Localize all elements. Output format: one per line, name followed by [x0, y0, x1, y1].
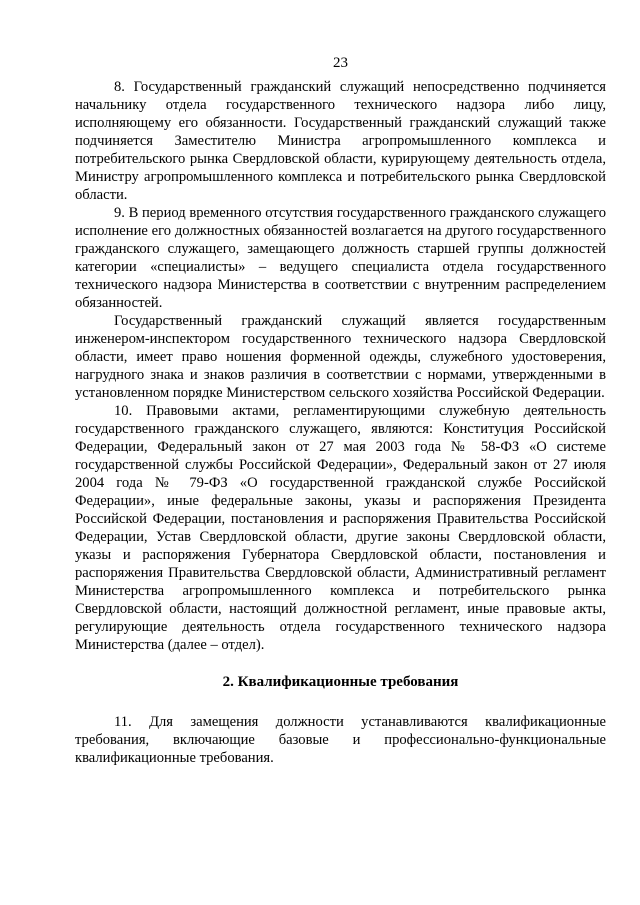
paragraph-9: 9. В период временного отсутствия государственного гражданского служащего исполнение его должностных обязанностей возлагается на другого государственного гражданского служащего, замещающего должность старшей группы должностей категории «специалисты» – ведущего специалиста отдела государственного технического надзора Министерства в соответствии с внутренним распределением обязанностей.	[75, 205, 606, 311]
section-heading: 2. Квалификационные требования	[222, 674, 459, 690]
page-number: 23	[333, 55, 348, 71]
paragraph-inspector: Государственный гражданский служащий является государственным инженером-инспектором государственного технического надзора Свердловской области, имеет право ношения форменной одежды, служебного удостоверения, нагрудного знака и знаков различия в соответствии с нормами, утвержденными в установленном порядке Министерством сельского хозяйства Российской Федерации.	[75, 313, 606, 401]
document-page	[75, 54, 606, 767]
paragraph-10: 10. Правовыми актами, регламентирующими служебную деятельность государственного гражданского служащего, являются: Конституция Российской Федерации, Федеральный закон от 27 мая 2003 года № 58-ФЗ «О системе государственной службы Российской Федерации», Федеральный закон от 27 июля 2004 года № 79-ФЗ «О государственной гражданской службе Российской Федерации», иные федеральные законы, указы и распоряжения Президента Российской Федерации, постановления и распоряжения Правительства Российской Федерации, Устав Свердловской области, другие законы Свердловской области, указы и распоряжения Губернатора Свердловской области, постановления и распоряжения Правительства Свердловской области, Административный регламент Министерства агропромышленного комплекса и потребительского рынка Свердловской области, настоящий должностной регламент, иные правовые акты, регулирующие деятельность отдела государственного технического надзора Министерства (далее – отдел).	[75, 403, 606, 653]
paragraph-11: 11. Для замещения должности устанавливаются квалификационные требования, включающие базовые и профессионально-функциональные квалификационные требования.	[75, 714, 606, 766]
paragraph-8: 8. Государственный гражданский служащий непосредственно подчиняется начальнику отдела государственного технического надзора либо лицу, исполняющему его обязанности. Государственный гражданский служащий также подчиняется Заместителю Министра агропромышленного комплекса и потребительского рынка Свердловской области, курирующему деятельность отдела, Министру агропромышленного комплекса и потребительского рынка Свердловской области.	[75, 79, 606, 203]
